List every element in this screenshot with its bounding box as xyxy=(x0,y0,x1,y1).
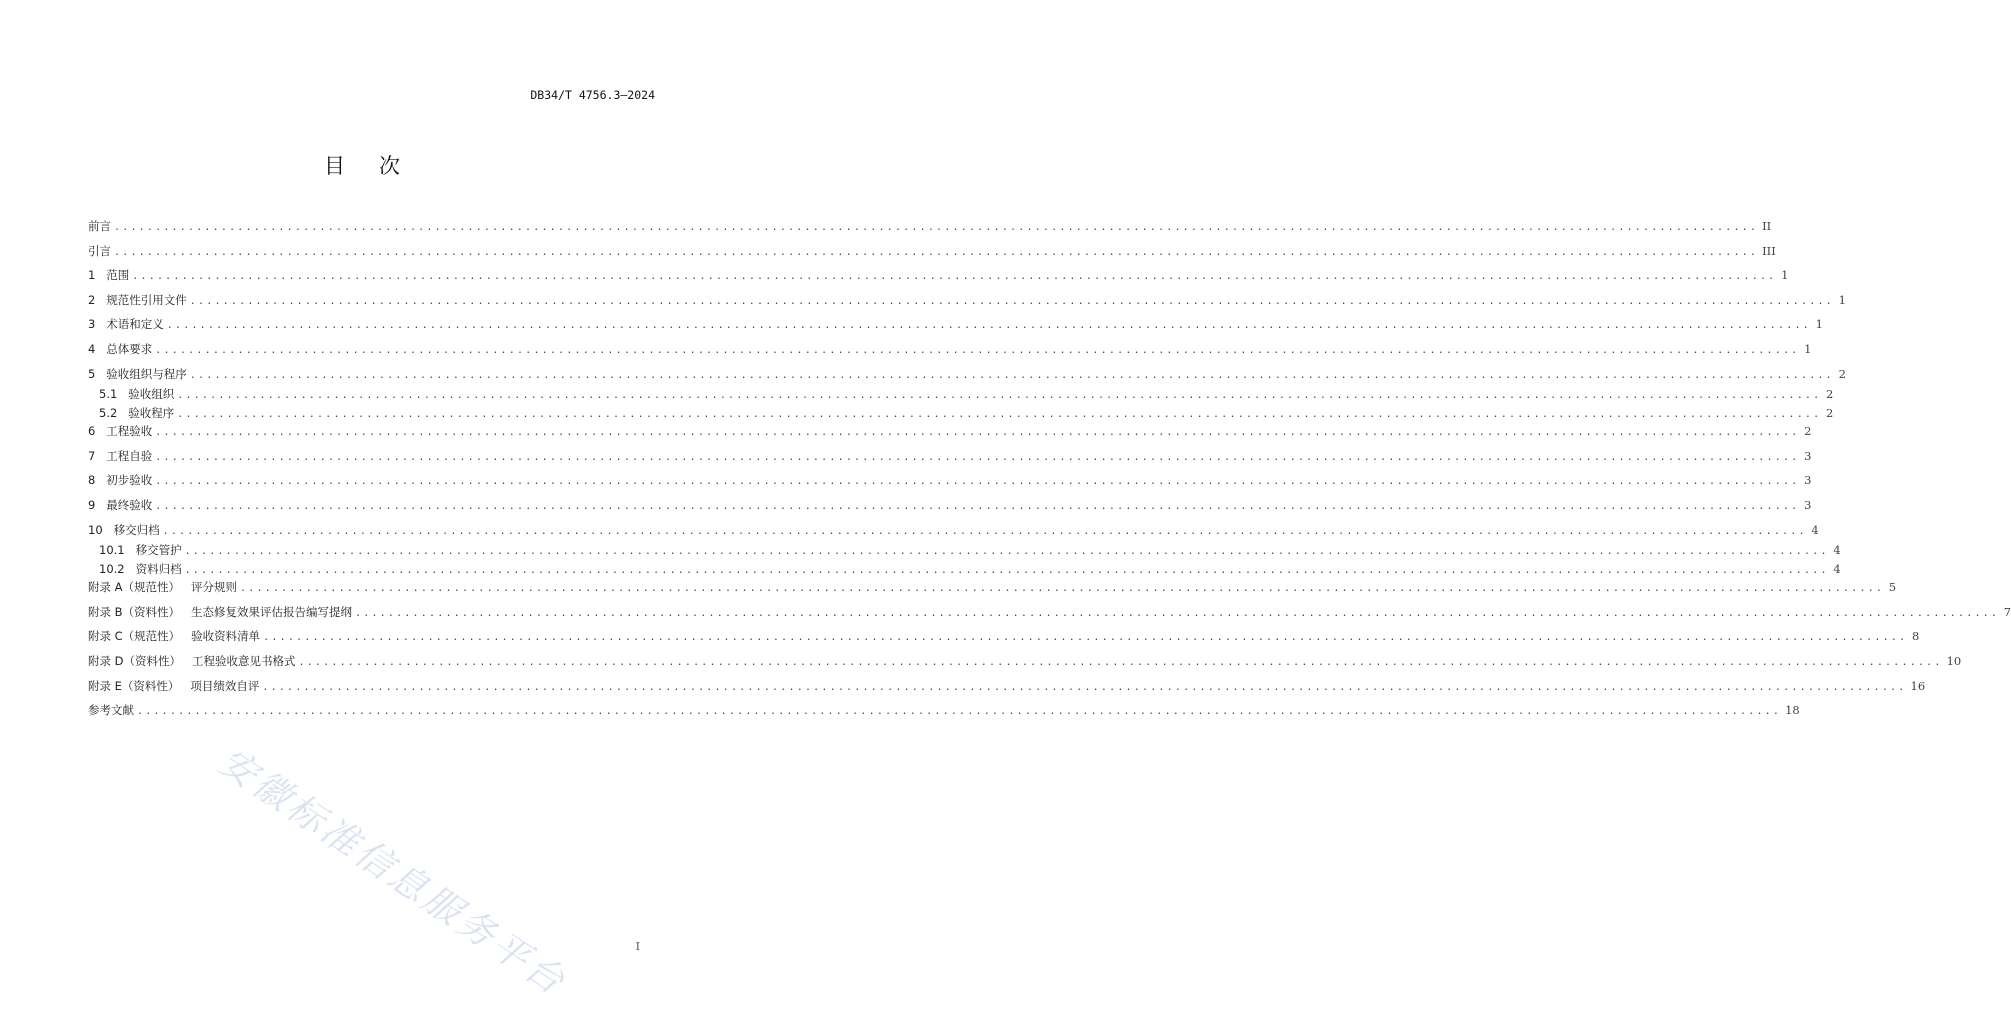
toc-leader-dots: ........................................................................................................................................................................................................ xyxy=(155,476,1800,488)
toc-entry[interactable] xyxy=(88,243,1776,269)
toc-leader-dots: ........................................................................................................................................................................................................ xyxy=(298,656,1943,668)
toc-leader-dots: ........................................................................................................................................................................................................ xyxy=(114,246,1759,258)
toc-entry[interactable] xyxy=(88,604,2011,630)
toc-leader-dots: ........................................................................................................................................................................................................ xyxy=(114,222,1759,233)
toc-entry[interactable] xyxy=(88,473,1812,498)
toc-leader-dots: ........................................................................................................................................................................................................ xyxy=(137,706,1782,718)
toc-leader-dots: ........................................................................................................................................................................................................ xyxy=(155,451,1800,463)
toc-entry-label: 1 范围 xyxy=(88,268,130,283)
toc-entry-page: 18 xyxy=(1785,703,1800,718)
toc-entry[interactable] xyxy=(88,292,1846,318)
toc-leader-dots: ........................................................................................................................................................................................................ xyxy=(155,344,1800,356)
toc-entry[interactable] xyxy=(88,341,1812,367)
toc-entry-label: 引言 xyxy=(88,243,111,258)
toc-entry-page: 1 xyxy=(1781,268,1789,283)
toc-entry-label: 10.1 移交管护 xyxy=(99,543,182,558)
toc-entry[interactable] xyxy=(88,678,1926,704)
toc-entry-page: 2 xyxy=(1826,405,1834,420)
toc-entry-label: 6 工程验收 xyxy=(88,424,153,439)
toc-entry[interactable] xyxy=(88,497,1812,523)
toc-entry-page: 5 xyxy=(1888,580,1897,595)
toc-entry[interactable] xyxy=(88,629,1920,654)
toc-entry-page: 4 xyxy=(1833,543,1841,558)
toc-entry[interactable] xyxy=(88,561,1841,581)
toc-entry-page: 1 xyxy=(1838,292,1846,307)
toc-entry[interactable] xyxy=(88,703,1800,728)
toc-entry-label: 附录 D（资料性） 工程验收意见书格式 xyxy=(88,653,296,668)
toc-entry-page: 10 xyxy=(1946,653,1962,668)
toc-entry[interactable] xyxy=(88,448,1812,474)
toc-entry-page: 3 xyxy=(1804,497,1812,512)
toc-entry-page: 7 xyxy=(2003,604,2011,619)
toc-entry[interactable] xyxy=(88,580,1897,605)
toc-leader-dots: ........................................................................................................................................................................................................ xyxy=(262,681,1907,693)
toc-entry[interactable] xyxy=(88,317,1823,342)
toc-entry-label: 4 总体要求 xyxy=(88,341,153,356)
toc-entry-page: 2 xyxy=(1838,366,1846,381)
toc-entry-label: 5.2 验收程序 xyxy=(99,405,175,420)
toc-entry[interactable] xyxy=(88,653,1962,679)
toc-entry-page: 3 xyxy=(1804,473,1812,488)
toc-entry-label: 5.1 验收组织 xyxy=(99,387,175,402)
toc-entry-page: 16 xyxy=(1910,678,1926,693)
toc-entry-page: 4 xyxy=(1811,522,1819,537)
watermark: 安徽标准信息服务平台 xyxy=(210,739,575,1005)
toc-leader-dots: ........................................................................................................................................................................................................ xyxy=(166,320,1811,332)
toc-entry[interactable] xyxy=(88,268,1789,293)
toc-leader-dots: ........................................................................................................................................................................................................ xyxy=(155,427,1800,439)
toc-entry[interactable] xyxy=(88,387,1834,406)
toc-entry-label: 9 最终验收 xyxy=(88,497,153,512)
toc-leader-dots: ........................................................................................................................................................................................................ xyxy=(132,271,1777,283)
toc-entry-page: 1 xyxy=(1815,317,1823,332)
toc-entry-label: 7 工程自验 xyxy=(88,448,153,463)
toc-entry[interactable] xyxy=(88,543,1841,562)
toc-leader-dots: ........................................................................................................................................................................................................ xyxy=(184,546,1829,558)
toc-entry-page: 8 xyxy=(1911,629,1920,644)
toc-entry-label: 3 术语和定义 xyxy=(88,317,164,332)
toc-leader-dots: ........................................................................................................................................................................................................ xyxy=(155,500,1800,512)
toc-entry[interactable] xyxy=(88,424,1812,449)
toc-entry[interactable] xyxy=(88,219,1772,244)
toc-entry-label: 前言 xyxy=(88,219,111,233)
toc-entry-label: 2 规范性引用文件 xyxy=(88,292,187,307)
toc-leader-dots: ........................................................................................................................................................................................................ xyxy=(240,583,1885,595)
toc-leader-dots: ........................................................................................................................................................................................................ xyxy=(177,408,1822,420)
toc-entry-page: 2 xyxy=(1804,424,1812,439)
toc-entry-page: 3 xyxy=(1804,448,1812,463)
toc-leader-dots: ........................................................................................................................................................................................................ xyxy=(184,564,1829,576)
toc-entry-label: 10 移交归档 xyxy=(88,522,160,537)
document-code: DB34/T 4756.3—2024 xyxy=(530,88,655,102)
toc-entry-label: 附录 B（资料性） 生态修复效果评估报告编写提纲 xyxy=(88,604,353,619)
toc-entry-page: 2 xyxy=(1826,387,1834,402)
toc-entry-page: III xyxy=(1762,243,1776,258)
toc-entry-label: 参考文献 xyxy=(88,703,134,718)
toc-leader-dots: ........................................................................................................................................................................................................ xyxy=(162,525,1807,537)
toc-leader-dots: ........................................................................................................................................................................................................ xyxy=(189,369,1834,381)
page-title: 目次 xyxy=(324,154,434,178)
toc-leader-dots: ........................................................................................................................................................................................................ xyxy=(355,607,2000,619)
page-number: I xyxy=(635,940,640,953)
toc-entry-label: 附录 A（规范性） 评分规则 xyxy=(88,580,237,595)
table-of-contents xyxy=(88,219,2011,728)
toc-entry[interactable] xyxy=(88,405,1834,425)
toc-entry-label: 8 初步验收 xyxy=(88,473,153,488)
toc-entry-page: II xyxy=(1762,219,1772,233)
toc-entry-label: 5 验收组织与程序 xyxy=(88,366,187,381)
toc-leader-dots: ........................................................................................................................................................................................................ xyxy=(263,632,1908,644)
toc-entry-label: 附录 E（资料性） 项目绩效自评 xyxy=(88,678,260,693)
toc-leader-dots: ........................................................................................................................................................................................................ xyxy=(177,390,1822,402)
toc-entry-page: 1 xyxy=(1804,341,1812,356)
toc-leader-dots: ........................................................................................................................................................................................................ xyxy=(189,295,1834,307)
toc-entry-label: 附录 C（规范性） 验收资料清单 xyxy=(88,629,261,644)
toc-entry-page: 4 xyxy=(1833,561,1841,576)
toc-entry-label: 10.2 资料归档 xyxy=(99,561,182,576)
